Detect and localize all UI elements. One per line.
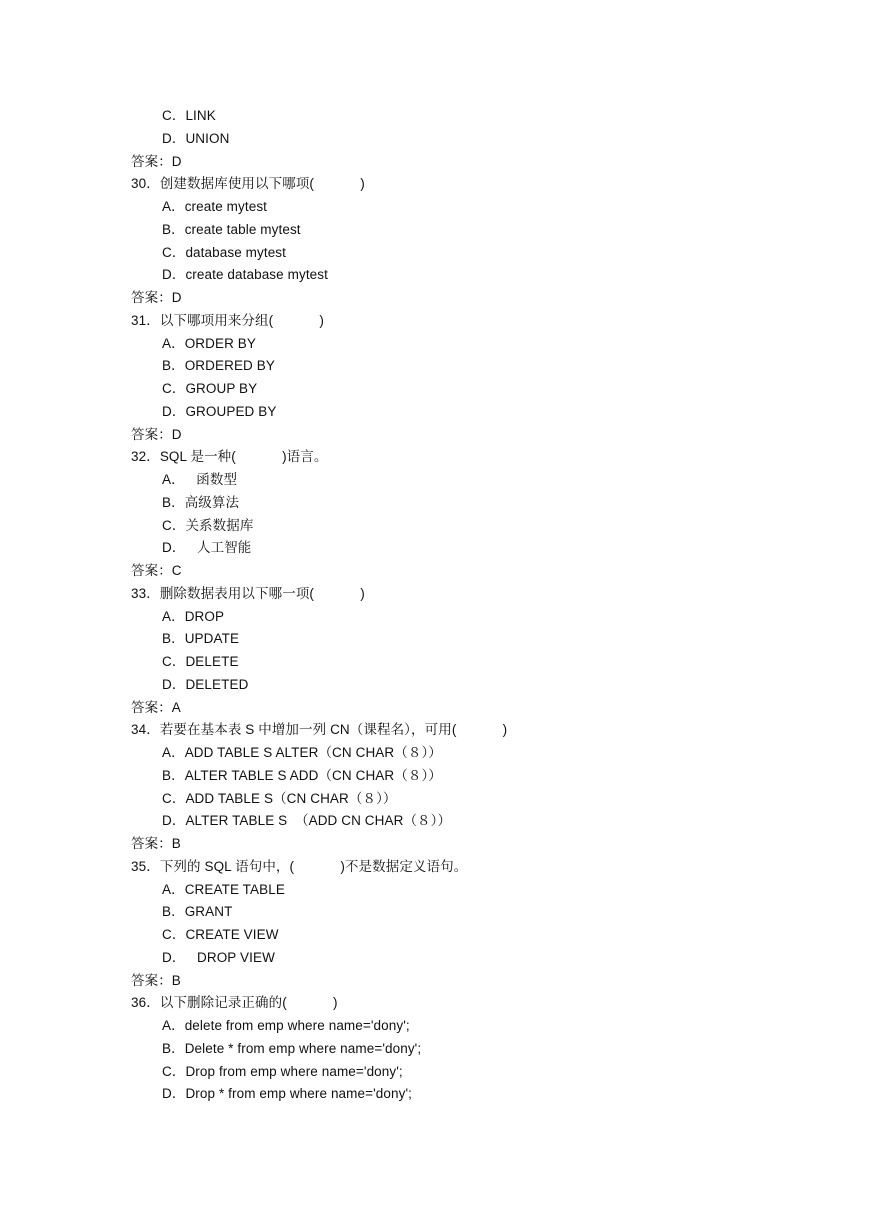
option-text: A．CREATE TABLE [162, 881, 285, 897]
answer-text: 答案：D [131, 153, 182, 169]
question-text: 34．若要在基本表 S 中增加一列 CN（课程名），可用( ) [131, 722, 508, 738]
answer-text: 答案：D [131, 426, 182, 442]
option-text: C．DELETE [162, 654, 239, 669]
option-text: D．ALTER TABLE S （ADD CN CHAR（８）） [162, 813, 452, 829]
answer-text: 答案：C [131, 563, 182, 578]
question-text: 36．以下删除记录正确的( ) [131, 995, 338, 1011]
option-text: C．database mytest [162, 244, 287, 260]
option-text: D． DROP VIEW [162, 949, 275, 965]
question-text: 33．删除数据表用以下哪一项( ) [131, 585, 365, 601]
option-text: D．Drop * from emp where name='dony'; [162, 1086, 412, 1102]
option-text: D． 人工智能 [162, 540, 252, 556]
answer-text: 答案：D [131, 290, 182, 305]
question-text: 30．创建数据库使用以下哪项( ) [131, 176, 365, 192]
option-text: C．GROUP BY [162, 381, 258, 396]
answer-text: 答案：B [131, 836, 181, 851]
option-text: D．UNION [162, 130, 230, 146]
option-text: B．ORDERED BY [162, 358, 275, 374]
option-text: C．ADD TABLE S（CN CHAR（８）） [162, 790, 397, 806]
option-text: A．ORDER BY [162, 335, 257, 351]
option-text: D．GROUPED BY [162, 403, 277, 419]
option-text: C．CREATE VIEW [162, 927, 279, 942]
option-text: B．Delete * from emp where name='dony'; [162, 1040, 422, 1056]
option-text: B．ALTER TABLE S ADD（CN CHAR（８）） [162, 767, 442, 783]
option-text: A．delete from emp where name='dony'; [162, 1018, 410, 1033]
answer-text: 答案：A [131, 699, 181, 715]
option-text: B．UPDATE [162, 631, 240, 647]
option-text: C．关系数据库 [162, 517, 254, 533]
option-text: B．高级算法 [162, 494, 240, 510]
option-text: B．create table mytest [162, 221, 301, 237]
answer-text: 答案：B [131, 972, 181, 988]
option-text: D．create database mytest [162, 267, 328, 283]
question-text: 31．以下哪项用来分组( ) [131, 312, 325, 328]
option-text: D．DELETED [162, 676, 249, 692]
option-text: A． 函数型 [162, 472, 238, 487]
option-text: A．create mytest [162, 199, 268, 214]
option-text: A．DROP [162, 608, 225, 624]
question-text: 35．下列的 SQL 语句中，( )不是数据定义语句。 [131, 858, 468, 874]
option-text: C．Drop from emp where name='dony'; [162, 1063, 403, 1079]
option-text: C．LINK [162, 108, 216, 123]
option-text: B．GRANT [162, 904, 233, 920]
question-text: 32．SQL 是一种( )语言。 [131, 449, 328, 465]
option-text: A．ADD TABLE S ALTER（CN CHAR（８）） [162, 745, 442, 760]
